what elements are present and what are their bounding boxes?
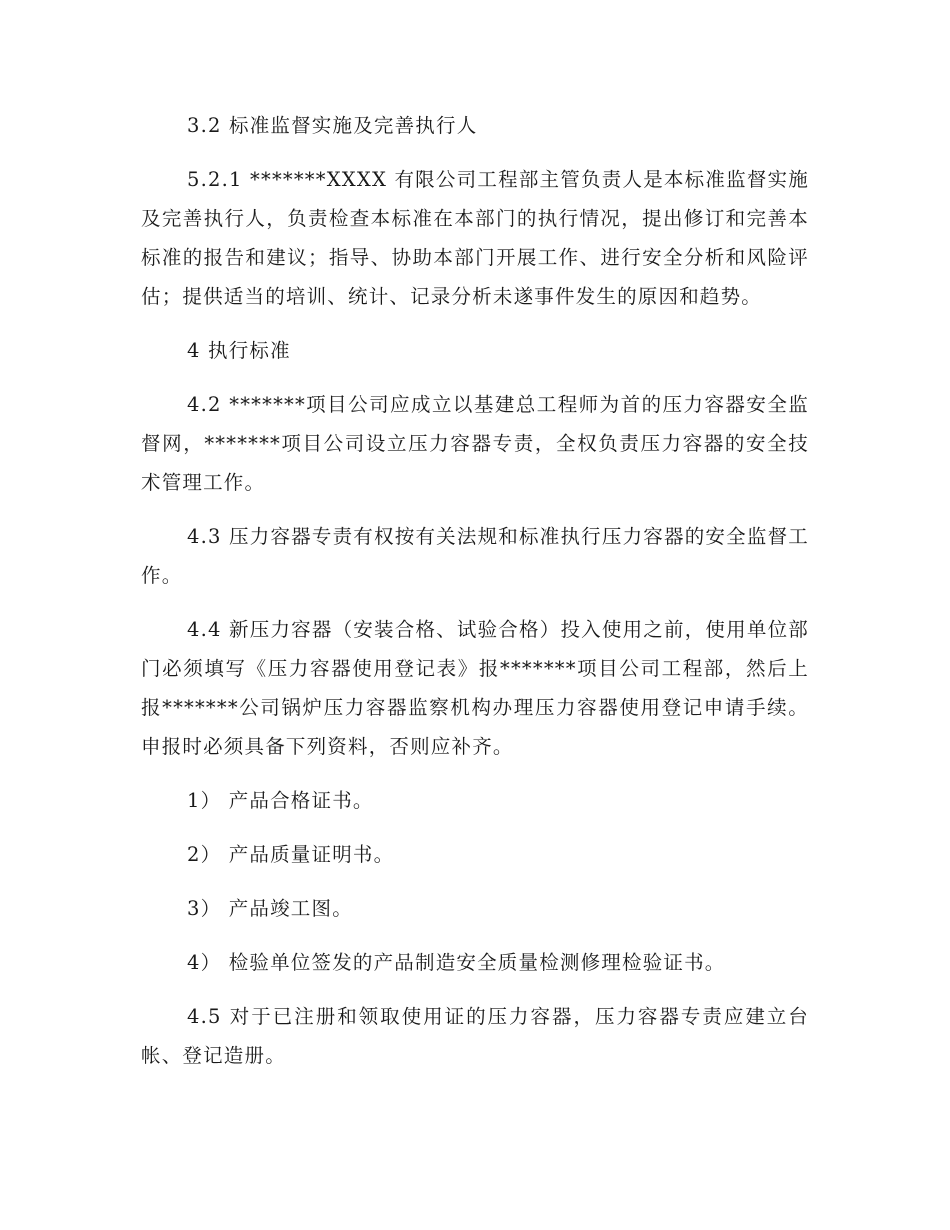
paragraph-4-2: 4.2 *******项目公司应成立以基建总工程师为首的压力容器安全监督网，*******项目公司设立压力容器专责，全权负责压力容器的安全技术管理工作。 [141,393,809,494]
paragraph-gap [141,982,809,997]
paragraph-5-2-1: 5.2.1 *******XXXX 有限公司工程部主管负责人是本标准监督实施及完善执行人，负责检查本标准在本部门的执行情况，提出修订和完善本标准的报告和建议；指导、协助本部门开展工作、进行安全分析和风险评估；提供适当的培训、统计、记录分析未遂事件发生的原因和趋势。 [141,168,809,308]
paragraph-gap [141,766,809,781]
paragraph-gap [141,928,809,943]
paragraph-4-4: 4.4 新压力容器（安装合格、试验合格）投入使用之前，使用单位部门必须填写《压力容器使用登记表》报*******项目公司工程部，然后上报*******公司锅炉压力容器监察机构办理压力容器使用登记申请手续。申报时必须具备下列资料，否则应补齐。 [141,618,809,758]
paragraph-gap [141,316,809,331]
paragraph-gap [141,874,809,889]
paragraph-gap [141,820,809,835]
section-heading-4: 4 执行标准 [187,339,291,362]
section-heading-3-2: 3.2 标准监督实施及完善执行人 [187,114,478,137]
paragraph-4-3: 4.3 压力容器专责有权按有关法规和标准执行压力容器的安全监督工作。 [141,525,809,587]
document-body [141,106,809,1075]
paragraph-gap [141,502,809,517]
paragraph-gap [141,595,809,610]
paragraph-gap [141,370,809,385]
list-item-1: 1） 产品合格证书。 [187,789,374,812]
list-item-3: 3） 产品竣工图。 [187,897,353,920]
paragraph-gap [141,145,809,160]
list-item-2: 2） 产品质量证明书。 [187,843,395,866]
paragraph-4-5: 4.5 对于已注册和领取使用证的压力容器，压力容器专责应建立台帐、登记造册。 [141,1005,809,1067]
list-item-4: 4） 检验单位签发的产品制造安全质量检测修理检验证书。 [187,951,726,974]
